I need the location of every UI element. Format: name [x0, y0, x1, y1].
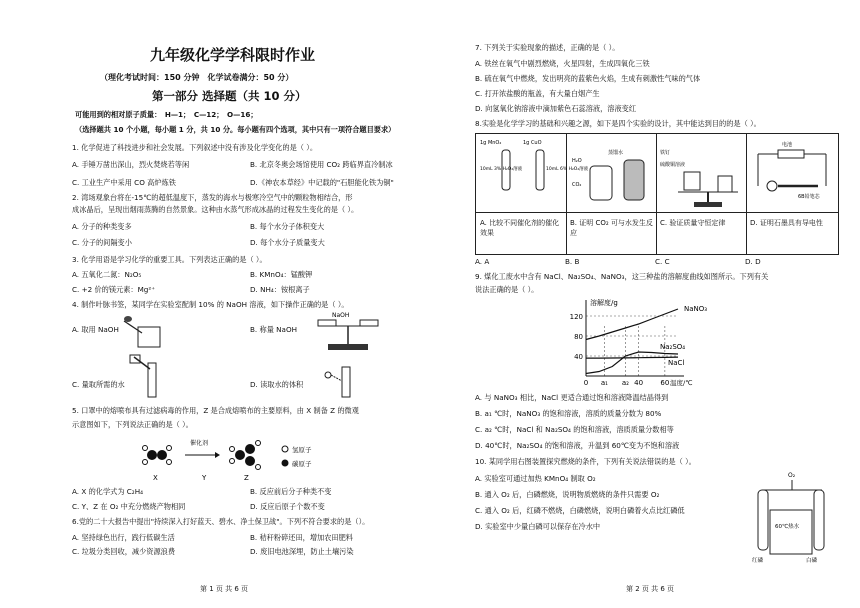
- q8-cell-b: B. 证明 CO₂ 可与水发生反应: [570, 219, 653, 237]
- q6-option-a[interactable]: A. 坚持绿色出行，践行低碳生活: [72, 533, 175, 542]
- series-line-1: [586, 352, 678, 374]
- q10-stem: 10. 某同学用右图装置探究燃烧的条件，下列有关说法错误的是（ ）。: [475, 457, 696, 466]
- q6-stem: 6.党的二十大报告中提出"持续深入打好蓝天、碧水、净土保卫战"。下列不符合要求的是（）。: [72, 517, 370, 526]
- solubility-chart: [558, 296, 748, 388]
- q10-option-b[interactable]: B. 通入 O₂ 后，白磷燃烧，说明物质燃烧的条件只需要 O₂: [475, 490, 660, 499]
- q1-stem: 1. 化学促进了科技进步和社会发展。下列叙述中没有涉及化学变化的是（ ）。: [72, 143, 318, 152]
- o2-label: O₂: [788, 472, 796, 479]
- q4-option-c[interactable]: C. 量取所需的水: [72, 380, 125, 389]
- iron-nail-label: 铁钉: [660, 150, 671, 156]
- q7-option-b[interactable]: B. 硫在氧气中燃烧，发出明亮的蓝紫色火焰，生成有刺激性气味的气体: [475, 74, 701, 83]
- series-label-0: NaNO₃: [684, 305, 708, 313]
- series-line-2: [586, 357, 678, 358]
- q1-option-b[interactable]: B. 北京冬奥会场馆使用 CO₂ 跨临界直冷制冰: [250, 160, 393, 169]
- q3-option-b[interactable]: B. KMnO₄：锰酸钾: [250, 270, 313, 279]
- page-title: 九年级化学学科限时作业: [150, 46, 316, 64]
- chart-series: [586, 309, 678, 374]
- x-tick-label: 60: [660, 379, 670, 387]
- page-footer: 第 2 页 共 6 页: [626, 585, 675, 593]
- q8-b-illustration: [568, 136, 654, 210]
- distilled-water-label: 蒸馏水: [608, 150, 624, 156]
- q8-option-d[interactable]: D. D: [745, 257, 761, 266]
- q10-option-c[interactable]: C. 通入 O₂ 后，红磷不燃烧，白磷燃烧，说明白磷着火点比红磷低: [475, 506, 685, 515]
- q4-option-d[interactable]: D. 读取水的体积: [250, 380, 304, 389]
- q8-cell-c: C. 验证质量守恒定律: [660, 219, 726, 227]
- q1-option-a[interactable]: A. 手锤万凿出深山，烈火焚烧若等闲: [72, 160, 190, 169]
- q10-option-d[interactable]: D. 实验室中少量白磷可以保存在冷水中: [475, 522, 601, 531]
- q8-option-a[interactable]: A. A: [475, 257, 490, 266]
- q9-option-b[interactable]: B. a₁ ℃时，NaNO₃ 的饱和溶液，溶质的质量分数为 80%: [475, 409, 662, 418]
- q5-option-c[interactable]: C. Y、Z 在 O₂ 中充分燃烧产物相同: [72, 502, 186, 511]
- q8-cell-a: A. 比较不同催化剂的催化效果: [480, 219, 560, 237]
- x-axis-title: 温度/℃: [670, 379, 693, 387]
- carbon-atom-icon: [282, 460, 289, 467]
- series-label-2: NaCl: [668, 359, 685, 368]
- q3-option-a[interactable]: A. 五氧化二氮：N₂O₅: [72, 270, 142, 279]
- q9-stem-line2: 说法正确的是（ ）。: [475, 285, 539, 294]
- cuo-label: 1g CuO: [523, 140, 542, 146]
- pencil-lead-label: 6B铅笔芯: [798, 194, 820, 200]
- catalyst-label: 催化剂: [190, 440, 209, 447]
- q7-option-c[interactable]: C. 打开浓盐酸的瓶盖，有大量白烟产生: [475, 89, 600, 98]
- q3-stem: 3. 化学用语是学习化学的重要工具。下列表达正确的是（ ）。: [72, 255, 267, 264]
- battery-label: 电池: [782, 142, 793, 148]
- instructions: （选择题共 10 个小题，每小题 1 分，共 10 分。每小题有四个选项，其中只有一项符合题目要求）: [75, 125, 396, 134]
- q6-option-d[interactable]: D. 废旧电池深埋，防止土壤污染: [250, 547, 354, 556]
- q4-a-illustration: [120, 313, 180, 353]
- mno2-label: 1g MnO₂: [480, 140, 502, 146]
- graduated-cylinder-icon: [130, 355, 170, 400]
- q2-option-b[interactable]: B. 每个水分子体积变大: [250, 222, 325, 231]
- y-label: Y: [202, 474, 207, 482]
- x-tick-label: a₂: [621, 379, 629, 387]
- y-tick-label: 120: [569, 313, 583, 321]
- q9-option-c[interactable]: C. a₂ ℃时，NaCl 和 Na₂SO₄ 的饱和溶液，溶质质量分数相等: [475, 425, 674, 434]
- y-tick-label: 80: [574, 333, 583, 341]
- q5-option-b[interactable]: B. 反应前后分子种类不变: [250, 487, 332, 496]
- x-tick-label: 0: [583, 379, 589, 387]
- legend-carbon: 碳原子: [292, 460, 312, 468]
- z-label: Z: [244, 474, 249, 482]
- q8-experiment-table: [475, 133, 839, 255]
- q2-stem-line2: 成冰晶后，呈现出烟雨蒸腾的自然景象。这种由水蒸气形成冰晶的过程发生变化的是（ ）。: [72, 205, 359, 214]
- q2-stem-line1: 2. 湾场观象台将在-15℃的超低温度下，蒸发的海水与极寒冷空气中的颗粒物相结合，形: [72, 193, 353, 202]
- q5-stem-line2: 示意图如下，下列说法正确的是（ ）。: [72, 420, 193, 429]
- red-phosphorus-label: 红磷: [752, 558, 764, 564]
- q8-cell-d: D. 证明石墨具有导电性: [750, 219, 823, 227]
- reading-cylinder-icon: [320, 365, 360, 400]
- co2-label: CO₂: [572, 182, 582, 188]
- x-tick-label: a₁: [600, 379, 608, 387]
- q6-option-c[interactable]: C. 垃圾分类回收，减少资源浪费: [72, 547, 176, 556]
- molecule-z: [230, 441, 261, 470]
- q5-molecule-diagram: [130, 435, 360, 485]
- q9-stem-line1: 9. 煤化工废水中含有 NaCl、Na₂SO₄、NaNO₃，这三种盐的溶解度曲线如图所示。下列有关: [475, 272, 769, 281]
- legend-hydrogen: 氢原子: [292, 446, 312, 454]
- q3-option-d[interactable]: D. NH₄：铵根离子: [250, 285, 310, 294]
- q4-stem: 4. 制作叶脉书签，某同学在实验室配制 10% 的 NaOH 溶液，如下操作正确的是（ ）。: [72, 300, 349, 309]
- q9-option-a[interactable]: A. 与 NaNO₃ 相比，NaCl 更适合通过饱和溶液降温结晶得到: [475, 393, 669, 402]
- right-page: [430, 0, 860, 608]
- series-line-0: [586, 309, 678, 340]
- hot-water-label: 60℃热水: [775, 524, 800, 530]
- q8-option-c[interactable]: C. C: [655, 257, 670, 266]
- molecule-x: [143, 446, 172, 465]
- h2o2-3-label: 10mL 3% H₂O₂溶液: [480, 167, 523, 172]
- white-phosphorus-label: 白磷: [806, 558, 818, 564]
- q1-option-c[interactable]: C. 工业生产中采用 CO 高炉炼铁: [72, 178, 176, 187]
- y-axis-title: 溶解度/g: [590, 299, 618, 307]
- q8-stem: 8.实验是化学学习的基础和兴趣之源，如下是四个实验的设计，其中能达到目的的是（ ）。: [475, 119, 761, 128]
- q10-option-a[interactable]: A. 实验室可通过加热 KMnO₄ 制取 O₂: [475, 474, 596, 483]
- q7-option-a[interactable]: A. 铁丝在氧气中剧烈燃烧，火星四射，生成四氧化三铁: [475, 59, 650, 68]
- q2-option-d[interactable]: D. 每个水分子质量变大: [250, 238, 325, 247]
- x-tick-label: 40: [634, 379, 644, 387]
- q6-option-b[interactable]: B. 秸秆粉碎还田，增加农田肥料: [250, 533, 353, 542]
- q10-apparatus-illustration: [748, 468, 838, 568]
- q8-option-b[interactable]: B. B: [565, 257, 580, 266]
- section-title: 第一部分 选择题（共 10 分）: [152, 89, 307, 103]
- q2-option-c[interactable]: C. 分子的间隔变小: [72, 238, 132, 247]
- q4-option-b[interactable]: B. 称量 NaOH: [250, 325, 298, 334]
- q7-option-d[interactable]: D. 向氢氧化钠溶液中滴加紫色石蕊溶液，溶液变红: [475, 104, 637, 113]
- q2-option-a[interactable]: A. 分子的种类变多: [72, 222, 132, 231]
- hydrogen-atom-icon: [282, 446, 288, 452]
- copper-sulfate-label: 硫酸铜溶液: [660, 162, 686, 168]
- q8-d-illustration: [748, 136, 836, 210]
- q8-c-illustration: [658, 136, 744, 210]
- exam-info: （理化考试时间：150 分钟 化学试卷满分：50 分）: [100, 73, 294, 82]
- page-footer: 第 1 页 共 6 页: [200, 585, 249, 593]
- q5-option-d[interactable]: D. 反应后原子个数不变: [250, 502, 325, 511]
- q3-option-c[interactable]: C. +2 价的镁元素：Mg²⁺: [72, 285, 156, 294]
- q5-option-a[interactable]: A. X 的化学式为 C₂H₄: [72, 487, 143, 496]
- h2o-label: H₂O: [572, 158, 582, 164]
- y-tick-label: 40: [574, 353, 583, 361]
- q4-b-label: NaOH: [332, 312, 350, 319]
- q5-stem-line1: 5. 口罩中的熔喷布具有过滤病毒的作用，Z 是合成熔喷布的主要原料，由 X 制备 Z 的微观: [72, 406, 359, 415]
- q9-option-d[interactable]: D. 40℃时，Na₂SO₄ 的饱和溶液，升温到 60℃变为不饱和溶液: [475, 441, 680, 450]
- balance-icon: [310, 310, 390, 352]
- x-label: X: [153, 474, 158, 482]
- atomic-masses: 可能用到的相对原子质量： H—1； C—12； O—16；: [75, 110, 258, 119]
- series-label-1: Na₂SO₄: [660, 343, 686, 351]
- q7-stem: 7. 下列关于实验现象的描述，正确的是（ ）。: [475, 43, 620, 52]
- h2o2-6-label: 10mL 6% H₂O₂溶液: [546, 167, 589, 172]
- q1-option-d[interactable]: D.《神农本草经》中记载的"石胆能化铁为铜": [250, 178, 394, 187]
- q4-option-a[interactable]: A. 取用 NaOH: [72, 325, 119, 334]
